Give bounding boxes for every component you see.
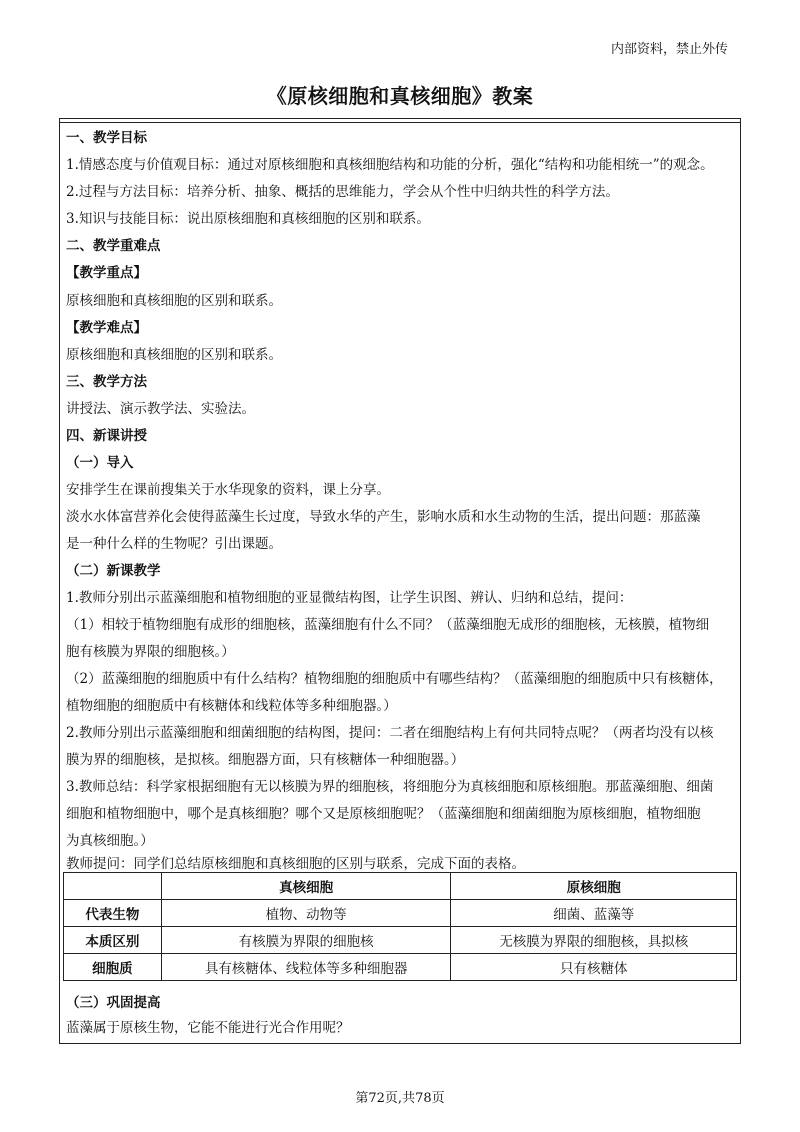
intro-paragraph-2b: 是一种什么样的生物呢？引出课题。: [66, 536, 282, 552]
consolidation-question: 蓝藻属于原核生物，它能不能进行光合作用呢？: [66, 1020, 350, 1036]
teaching-step-2b: 膜为界的细胞核，是拟核。细胞器方面，只有核糖体一种细胞器。）: [66, 752, 465, 768]
frame-top-rule: [60, 122, 740, 123]
difficulty-text: 原核细胞和真核细胞的区别和联系。: [66, 347, 282, 363]
teaching-step-2a: 2.教师分别出示蓝藻细胞和细菌细胞的结构图，提问：二者在细胞结构上有何共同特点呢？（两者均没有以核: [66, 725, 714, 741]
table-row: [64, 900, 737, 927]
table-header-cell: 原核细胞: [451, 873, 737, 900]
subheading-consolidation: （三）巩固提高: [66, 995, 161, 1011]
table-row-label: 代表生物: [64, 900, 162, 927]
section-heading-methods: 三、教学方法: [66, 374, 147, 390]
table-cell: 植物、动物等: [161, 900, 451, 927]
objective-3: 3.知识与技能目标：说出原核细胞和真核细胞的区别和联系。: [66, 211, 430, 227]
document-title: 《原核细胞和真核细胞》教案: [266, 84, 534, 108]
subheading-new-teaching: （二）新课教学: [66, 563, 161, 579]
table-row-label: 细胞质: [64, 954, 162, 981]
intro-paragraph-2a: 淡水水体富营养化会使得蓝藻生长过度，导致水华的产生，影响水质和水生动物的生活，提出问题：那蓝藻: [66, 509, 701, 525]
question-1a: （1）相较于植物细胞有成形的细胞核，蓝藻细胞有什么不同？（蓝藻细胞无成形的细胞核，无核膜，植物细: [66, 617, 710, 633]
table-header-cell: [64, 873, 162, 900]
table-cell: 有核膜为界限的细胞核: [161, 927, 451, 954]
page-number: 第72页,共78页: [355, 1091, 445, 1106]
key-point-label: 【教学重点】: [66, 265, 147, 281]
table-cell: 细菌、蓝藻等: [451, 900, 737, 927]
section-heading-new-lesson: 四、新课讲授: [66, 428, 147, 444]
table-row: [64, 927, 737, 954]
lesson-plan-frame: [59, 118, 741, 1044]
table-cell: 只有核糖体: [451, 954, 737, 981]
question-2a: （2）蓝藻细胞的细胞质中有什么结构？植物细胞的细胞质中有哪些结构？（蓝藻细胞的细胞质中只有核糖体，: [66, 671, 723, 687]
section-heading-objectives: 一、教学目标: [66, 130, 147, 146]
confidential-notice: 内部资料，禁止外传: [610, 42, 728, 57]
teaching-step-1: 1.教师分别出示蓝藻细胞和植物细胞的亚显微结构图，让学生识图、辨认、归纳和总结，提问：: [66, 590, 633, 606]
key-point-text: 原核细胞和真核细胞的区别和联系。: [66, 293, 282, 309]
teaching-step-3c: 为真核细胞。）: [66, 833, 154, 849]
table-row: [64, 954, 737, 981]
table-header-cell: 真核细胞: [161, 873, 451, 900]
comparison-table: [63, 872, 737, 981]
objective-1: 1.情感态度与价值观目标：通过对原核细胞和真核细胞结构和功能的分析，强化“结构和功能相统一”的观念。: [66, 157, 714, 173]
teaching-step-3a: 3.教师总结：科学家根据细胞有无以核膜为界的细胞核，将细胞分为真核细胞和原核细胞。那蓝藻细胞、细菌: [66, 779, 714, 795]
table-cell: 无核膜为界限的细胞核，具拟核: [451, 927, 737, 954]
question-1b: 胞有核膜为界限的细胞核。）: [66, 644, 235, 660]
table-cell: 具有核糖体、线粒体等多种细胞器: [161, 954, 451, 981]
teaching-step-3b: 细胞和植物细胞中，哪个是真核细胞？哪个又是原核细胞呢？（蓝藻细胞和细菌细胞为原核细胞，植物细胞: [66, 806, 701, 822]
objective-2: 2.过程与方法目标：培养分析、抽象、概括的思维能力，学会从个性中归纳共性的科学方法。: [66, 184, 619, 200]
intro-paragraph-1: 安排学生在课前搜集关于水华现象的资料，课上分享。: [66, 482, 390, 498]
section-heading-key-points: 二、教学重难点: [66, 238, 161, 254]
table-row-label: 本质区别: [64, 927, 162, 954]
table-header-row: [64, 873, 737, 900]
question-2b: 植物细胞的细胞质中有核糖体和线粒体等多种细胞器。）: [66, 698, 397, 714]
methods-text: 讲授法、演示教学法、实验法。: [66, 401, 255, 417]
subheading-introduction: （一）导入: [66, 455, 134, 471]
teacher-question: 教师提问：同学们总结原核细胞和真核细胞的区别与联系，完成下面的表格。: [66, 856, 525, 872]
difficulty-label: 【教学难点】: [66, 320, 147, 336]
